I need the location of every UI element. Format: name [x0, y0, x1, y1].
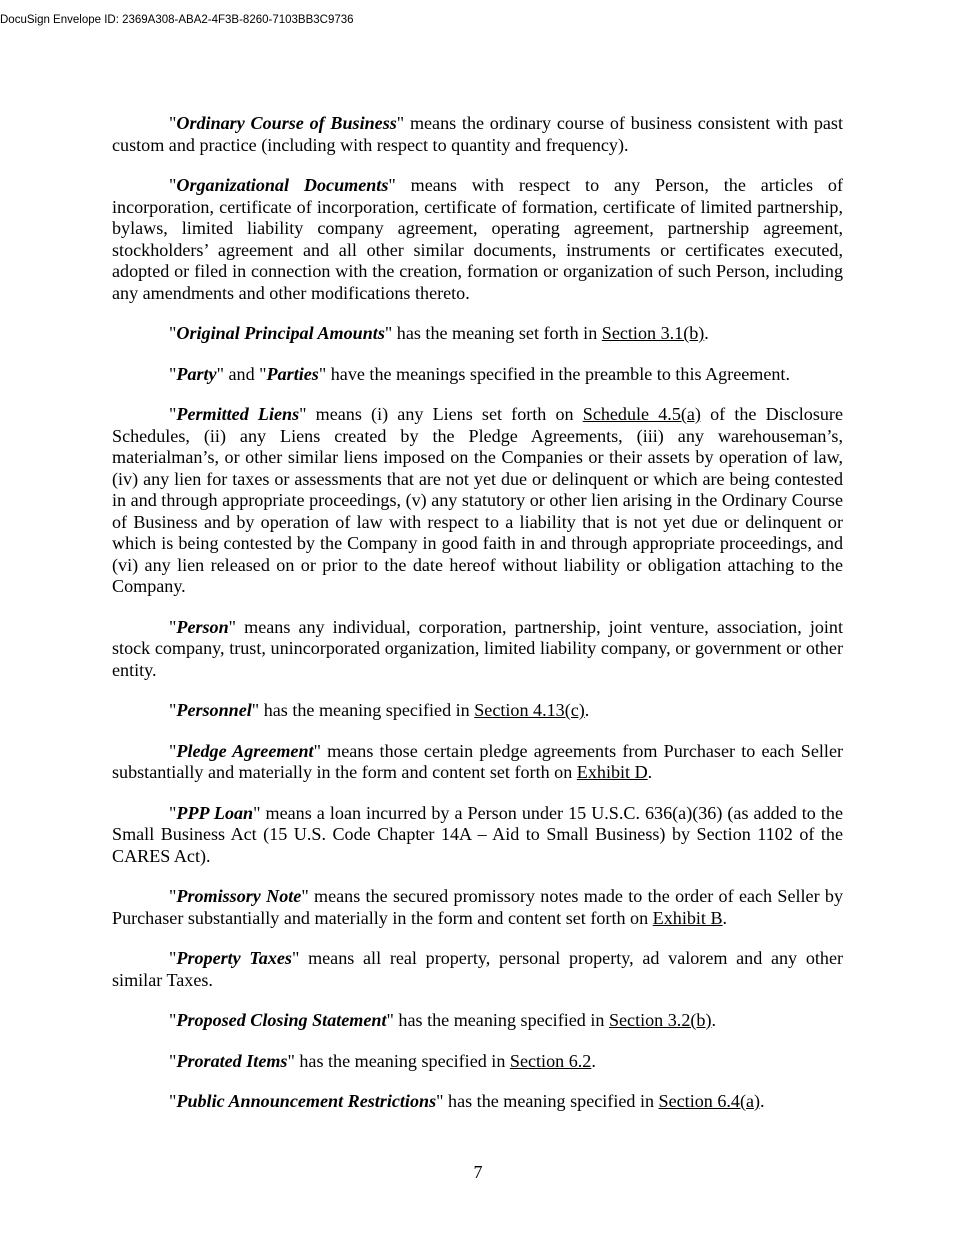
definition-text: " has the meaning specified in [251, 700, 475, 720]
definition-public-announcement-restrictions: "Public Announcement Restrictions" has the meaning specified in Section 6.4(a). [169, 1091, 765, 1111]
defined-term: Permitted Liens [176, 404, 300, 424]
definition-text: " have the meanings specified in the preamble to this Agreement. [318, 363, 790, 384]
defined-term: PPP Loan [176, 802, 254, 823]
definition-promissory-note: "Promissory Note" means the secured promissory notes made to the order of each Seller by Purchaser substantially and materially in the form and content set forth on Exhibit B. [112, 886, 844, 928]
definition-permitted-liens: "Permitted Liens" means (i) any Liens set forth on Schedule 4.5(a) of the Disclosure Schedules, (ii) any Liens created by the Pledge Agreements, (iii) any warehouseman’s, materialman’s, or other similar liens imposed on the Companies or their assets by operation of law, (iv) any lien for taxes or assessments that are not yet due or delinquent or which are being contested in and through appropriate proceedings, (v) any statutory or other lien arising in the Ordinary Course of Business and by operation of law with respect to a liability that is not yet due or delinquent or which is being contested by the Company in good faith in and through appropriate proceedings, and (vi) any lien released on or prior to the date hereof without liability or obligation attaching to the Company. [112, 404, 843, 596]
definition-text-after: . [722, 907, 728, 928]
defined-term: Organizational Documents [176, 175, 389, 195]
definition-text: " means the ordinary course of business consistent with past custom and practice (including with respect to quantity and frequency). [112, 113, 843, 155]
definition-text: " has the meaning specified in [436, 1091, 659, 1111]
defined-term: Original Principal Amounts [176, 323, 385, 343]
defined-term: Pledge Agreement [176, 740, 314, 761]
defined-term: Party [176, 363, 217, 384]
definition-text: " means a loan incurred by a Person under 15 U.S.C. 636(a)(36) (as added to the Small Business Act (15 U.S. Code Chapter 14A – Aid to Small Business) by Section 1102 of the CARES Act). [112, 802, 843, 866]
schedule-reference-link[interactable]: Schedule 4.5(a) [582, 404, 701, 424]
definition-ordinary-course-of-business: "Ordinary Course of Business" means the ordinary course of business consistent with past custom and practice (including with respect to quantity and frequency). [112, 113, 843, 155]
definition-text: " means all real property, personal property, ad valorem and any other similar Taxes. [112, 948, 843, 990]
definition-text: " means with respect to any Person, the articles of incorporation, certificate of incorporation, certificate of formation, certificate of limited partnership, bylaws, limited liability company agreement, operating agreement, partnership agreement, stockholders’ agreement and all other similar documents, instruments or certificates executed, adopted or filed in connection with the creation, formation or organization of such Person, including any amendments and other modifications thereto. [112, 175, 843, 303]
definition-text-after: . [591, 1050, 596, 1071]
definition-person: "Person" means any individual, corporation, partnership, joint venture, association, joint stock company, trust, unincorporated organization, limited liability company, or government or other entity. [112, 616, 843, 680]
definition-text-after: . [647, 762, 653, 782]
definition-text: " means the secured promissory notes made to the order of each Seller by Purchaser substantially and materially in the form and content set forth on [112, 886, 844, 928]
defined-term: Proposed Closing Statement [176, 1010, 387, 1030]
defined-term: Public Announcement Restrictions [176, 1091, 437, 1111]
section-reference-link[interactable]: Section 4.13(c) [474, 700, 585, 720]
defined-term: Prorated Items [176, 1050, 288, 1071]
defined-term: Promissory Note [176, 886, 302, 906]
definition-text: " has the meaning set forth in [384, 323, 602, 343]
section-reference-link[interactable]: Section 3.1(b) [601, 323, 705, 343]
definition-prorated-items: "Prorated Items" has the meaning specified in Section 6.2. [169, 1050, 596, 1071]
definition-proposed-closing-statement: "Proposed Closing Statement" has the meaning specified in Section 3.2(b). [169, 1010, 716, 1030]
defined-term: Ordinary Course of Business [176, 113, 397, 133]
page-number: 7 [473, 1162, 483, 1182]
definition-text: " has the meaning specified in [287, 1050, 510, 1071]
definition-text-after: . [704, 323, 709, 343]
defined-term: Property Taxes [176, 948, 292, 968]
defined-term: Personnel [176, 700, 252, 720]
defined-term-2: Parties [266, 363, 319, 384]
definition-ppp-loan: "PPP Loan" means a loan incurred by a Person under 15 U.S.C. 636(a)(36) (as added to the Small Business Act (15 U.S. Code Chapter 14A – Aid to Small Business) by Section 1102 of the CARES Act). [112, 802, 843, 866]
exhibit-reference-link[interactable]: Exhibit B [652, 907, 723, 928]
docusign-envelope-id: DocuSign Envelope ID: 2369A308-ABA2-4F3B-8260-7103BB3C9736 [0, 14, 354, 26]
definition-text: " means any individual, corporation, partnership, joint venture, association, joint stock company, trust, unincorporated organization, limited liability company, or government or other entity. [112, 616, 843, 680]
definition-text: " means (i) any Liens set forth on [299, 404, 583, 424]
defined-term: Person [176, 616, 229, 637]
definition-pledge-agreement: "Pledge Agreement" means those certain pledge agreements from Purchaser to each Seller substantially and materially in the form and content set forth on Exhibit D. [112, 740, 843, 782]
definition-text-after: of the Disclosure Schedules, (ii) any Liens created by the Pledge Agreements, (iii) any warehouseman’s, materialman’s, or other similar liens imposed on the Companies or their assets by operation of law, (iv) any lien for taxes or assessments that are not yet due or delinquent or which are being contested in and through appropriate proceedings, (v) any statutory or other lien arising in the Ordinary Course of Business and by operation of law with respect to a liability that is not yet due or delinquent or which is being contested by the Company in good faith in and through appropriate proceedings, and (vi) any lien released on or prior to the date hereof without liability or obligation attaching to the Company. [112, 404, 843, 596]
definitions-section [112, 113, 843, 1132]
definition-organizational-documents: "Organizational Documents" means with respect to any Person, the articles of incorporation, certificate of incorporation, certificate of formation, certificate of limited partnership, bylaws, limited liability company agreement, operating agreement, partnership agreement, stockholders’ agreement and all other similar documents, instruments or certificates executed, adopted or filed in connection with the creation, formation or organization of such Person, including any amendments and other modifications thereto. [112, 175, 843, 303]
section-reference-link[interactable]: Section 6.2 [509, 1050, 592, 1071]
definition-party: "Party" and "Parties" have the meanings specified in the preamble to this Agreement. [169, 363, 790, 384]
definition-text: " means those certain pledge agreements from Purchaser to each Seller substantially and materially in the form and content set forth on [112, 740, 843, 782]
definition-text-after: . [711, 1010, 716, 1030]
definition-connector: " and " [216, 363, 267, 384]
definition-text-after: . [584, 700, 590, 720]
definition-property-taxes: "Property Taxes" means all real property, personal property, ad valorem and any other similar Taxes. [112, 948, 843, 990]
definition-text-after: . [760, 1091, 765, 1111]
exhibit-reference-link[interactable]: Exhibit D [576, 762, 648, 782]
definition-original-principal-amounts: "Original Principal Amounts" has the meaning set forth in Section 3.1(b). [169, 323, 709, 343]
definition-text: " has the meaning specified in [386, 1010, 609, 1030]
section-reference-link[interactable]: Section 3.2(b) [608, 1010, 712, 1030]
definition-personnel: "Personnel" has the meaning specified in Section 4.13(c). [169, 700, 590, 720]
section-reference-link[interactable]: Section 6.4(a) [658, 1091, 761, 1111]
